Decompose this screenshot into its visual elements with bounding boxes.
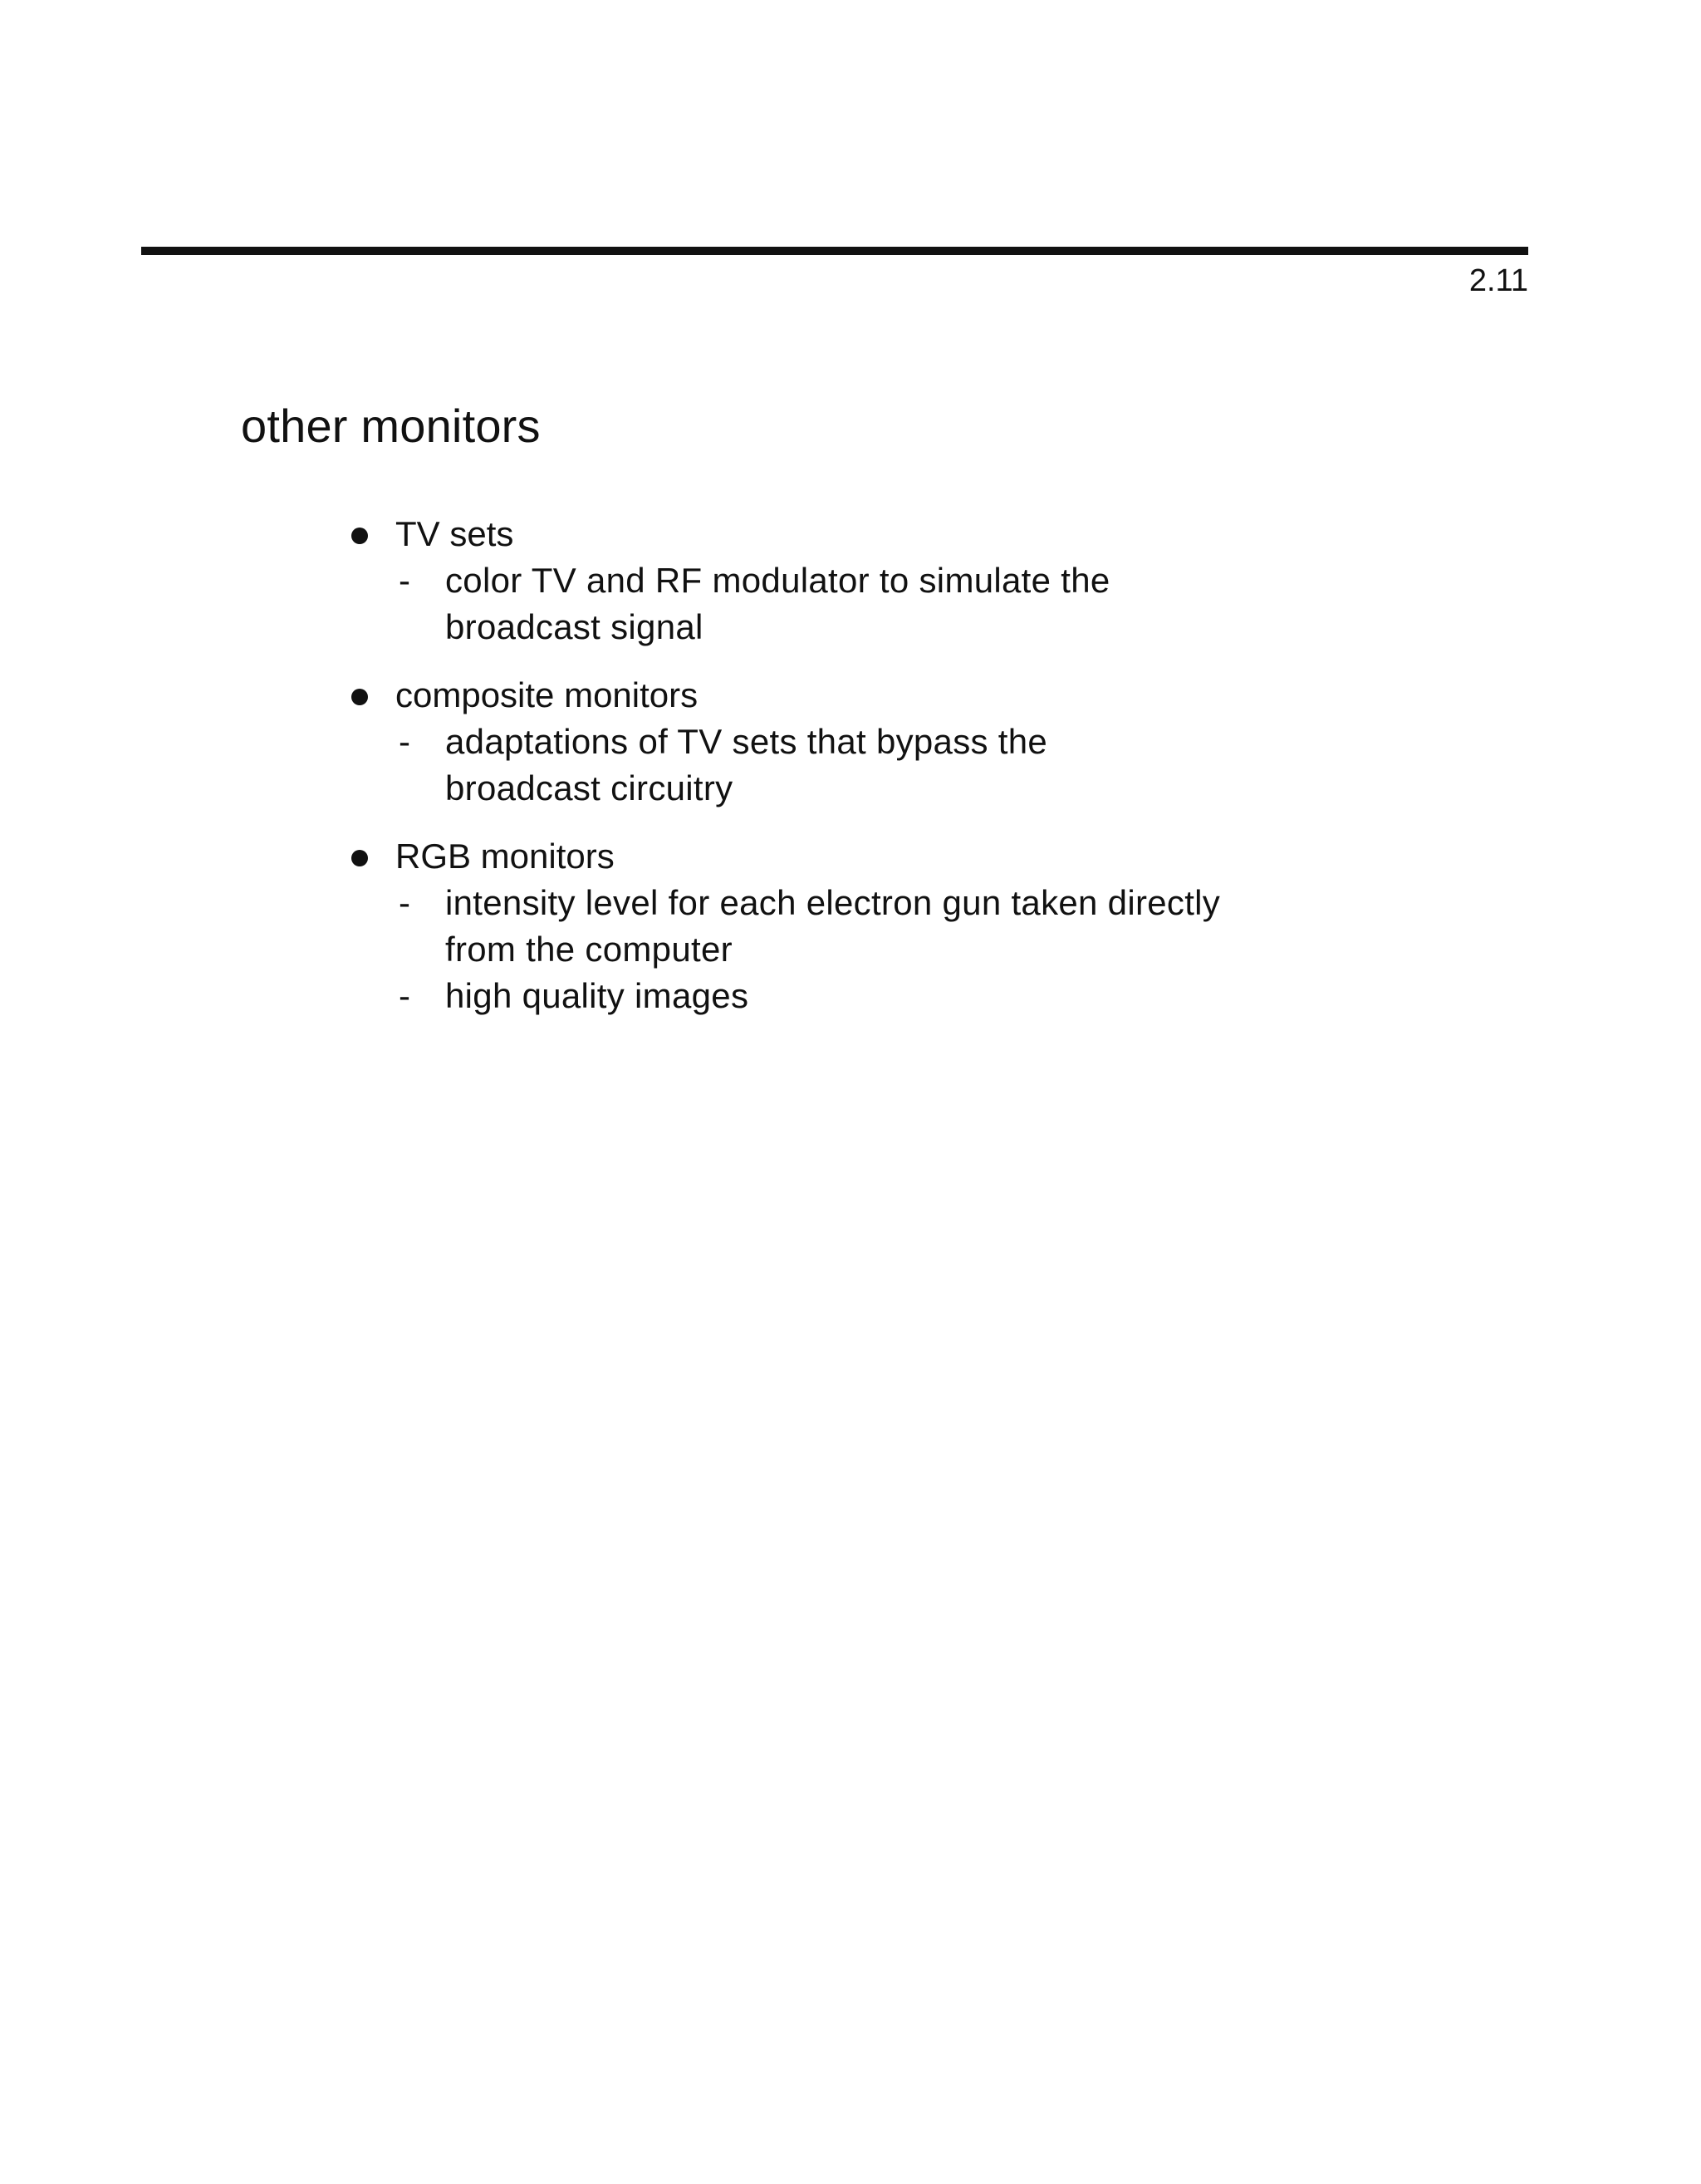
- bullet-label: composite monitors: [395, 675, 699, 714]
- bullet-item-composite-monitors: [349, 672, 1512, 812]
- bullet-label: RGB monitors: [395, 837, 615, 876]
- sub-list: [395, 557, 1512, 650]
- sub-item: [395, 557, 1512, 650]
- page-title: other monitors: [241, 400, 541, 452]
- dash-icon: -: [399, 722, 410, 761]
- sub-item-line: adaptations of TV sets that bypass the: [445, 722, 1048, 761]
- dash-icon: -: [399, 976, 410, 1015]
- bullet-icon: [351, 528, 368, 544]
- dash-icon: -: [399, 561, 410, 600]
- bullet-item-rgb-monitors: [349, 833, 1512, 1019]
- page-number: 2.11: [1468, 263, 1528, 298]
- bullet-icon: [351, 850, 368, 866]
- bullet-list: [349, 511, 1512, 1041]
- sub-list: [395, 719, 1512, 812]
- sub-item-line: broadcast circuitry: [445, 768, 733, 807]
- dash-icon: -: [399, 883, 410, 922]
- sub-item-line: from the computer: [445, 930, 733, 969]
- bullet-label: TV sets: [395, 514, 514, 553]
- sub-item-line: color TV and RF modulator to simulate the: [445, 561, 1110, 600]
- bullet-item-tv-sets: [349, 511, 1512, 650]
- sub-item: [395, 719, 1512, 812]
- sub-item-line: intensity level for each electron gun taken directly: [445, 883, 1221, 922]
- sub-item-line: broadcast signal: [445, 607, 703, 646]
- sub-item: [395, 973, 1512, 1019]
- sub-item-line: high quality images: [445, 976, 749, 1015]
- header-rule: [141, 247, 1528, 255]
- bullet-icon: [351, 689, 368, 705]
- sub-item: [395, 880, 1512, 973]
- sub-list: [395, 880, 1512, 1019]
